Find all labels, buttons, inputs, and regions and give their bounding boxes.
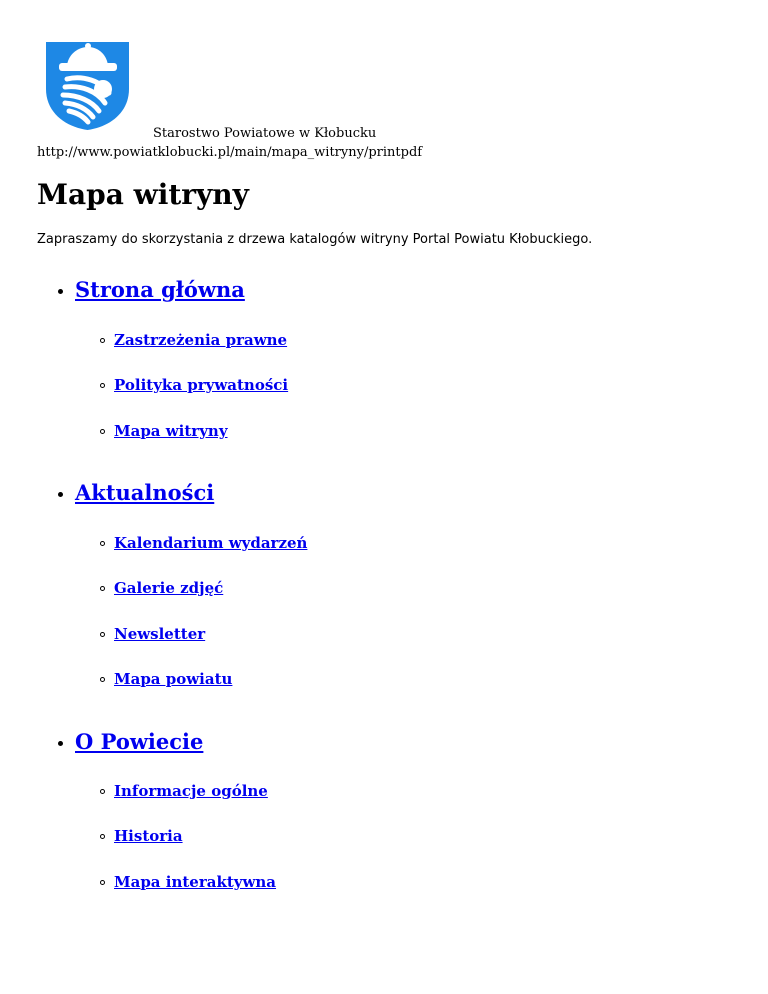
link-home[interactable]: Strona główna [75, 277, 245, 302]
link-newsletter[interactable]: Newsletter [114, 625, 206, 643]
bullet-disc-icon [58, 289, 63, 294]
page-title: Mapa witryny [37, 178, 249, 211]
link-events-calendar[interactable]: Kalendarium wydarzeń [114, 534, 308, 552]
bullet-circle-icon [100, 880, 105, 885]
bullet-circle-icon [100, 677, 105, 682]
link-legal-notice[interactable]: Zastrzeżenia prawne [114, 331, 288, 349]
link-photo-galleries[interactable]: Galerie zdjęć [114, 579, 224, 597]
link-interactive-map[interactable]: Mapa interaktywna [114, 873, 277, 891]
bullet-circle-icon [100, 338, 105, 343]
link-county-map[interactable]: Mapa powiatu [114, 670, 233, 688]
page-url: http://www.powiatklobucki.pl/main/mapa_witryny/printpdf [37, 145, 423, 160]
link-sitemap[interactable]: Mapa witryny [114, 422, 228, 440]
link-news[interactable]: Aktualności [75, 480, 215, 505]
bullet-circle-icon [100, 541, 105, 546]
link-privacy-policy[interactable]: Polityka prywatności [114, 376, 289, 394]
link-history[interactable]: Historia [114, 827, 183, 845]
bullet-circle-icon [100, 586, 105, 591]
bullet-disc-icon [58, 492, 63, 497]
bullet-circle-icon [100, 834, 105, 839]
bullet-disc-icon [58, 741, 63, 746]
intro-text: Zapraszamy do skorzystania z drzewa katalogów witryny Portal Powiatu Kłobuckiego. [37, 232, 593, 247]
bullet-circle-icon [100, 632, 105, 637]
bullet-circle-icon [100, 789, 105, 794]
bullet-circle-icon [100, 383, 105, 388]
link-about-county[interactable]: O Powiecie [75, 729, 204, 754]
bullet-circle-icon [100, 429, 105, 434]
coat-of-arms-icon [45, 41, 130, 131]
link-general-info[interactable]: Informacje ogólne [114, 782, 268, 800]
org-name: Starostwo Powiatowe w Kłobucku [153, 126, 377, 141]
